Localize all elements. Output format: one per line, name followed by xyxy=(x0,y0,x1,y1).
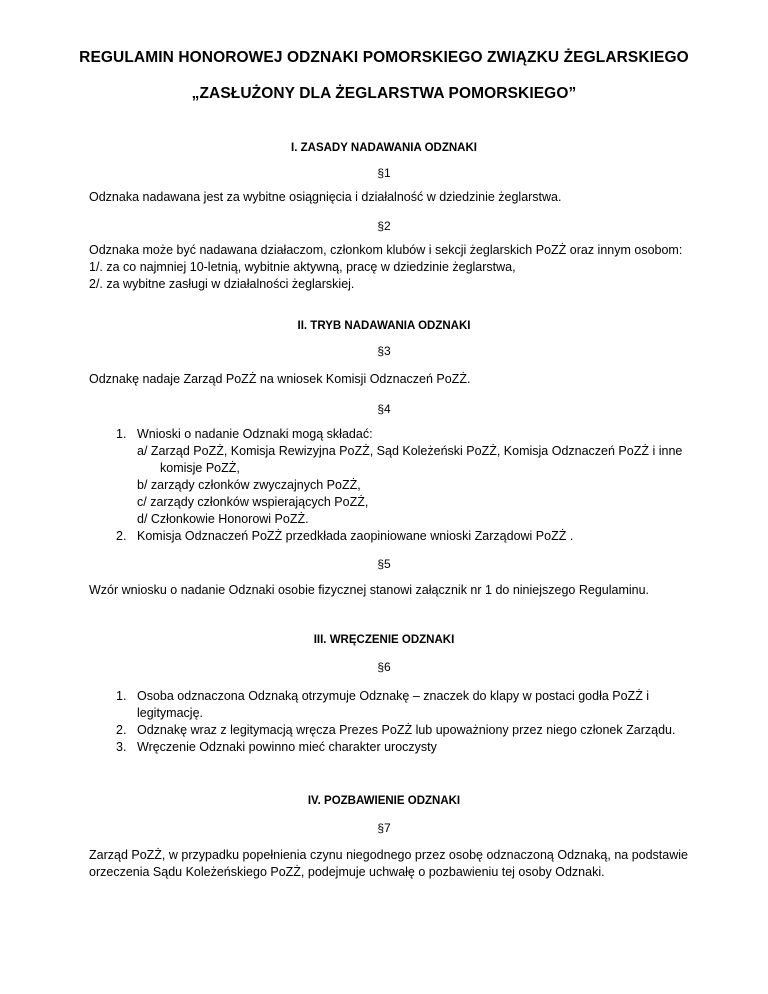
paragraph-1-text: Odznaka nadawana jest za wybitne osiągnięcia i działalność w dziedzinie żeglarstwa. xyxy=(89,190,562,204)
sub-item-a: a/ Zarząd PoZŻ, Komisja Rewizyjna PoZŻ, Sąd Koleżeński PoZŻ, Komisja Odznaczeń PoZŻ i inne xyxy=(137,444,683,458)
list-item-text-continued: legitymację. xyxy=(137,706,203,720)
paragraph-7-line-1: Zarząd PoZŻ, w przypadku popełnienia czynu niegodnego przez osobę odznaczoną Odznaką, na podstawie xyxy=(89,848,688,862)
paragraph-2-line-2: 1/. za co najmniej 10-letnią, wybitnie aktywną, pracę w dziedzinie żeglarstwa, xyxy=(89,260,516,274)
list-item-text: Komisja Odznaczeń PoZŻ przedkłada zaopiniowane wnioski Zarządowi PoZŻ . xyxy=(137,529,574,543)
paragraph-mark-5: §5 xyxy=(377,557,391,571)
section-heading-4: IV. POZBAWIENIE ODZNAKI xyxy=(307,795,461,807)
list-item-number: 3. xyxy=(116,740,127,754)
section-heading-1: I. ZASADY NADAWANIA ODZNAKI xyxy=(291,142,477,154)
paragraph-mark-3: §3 xyxy=(377,344,391,358)
section-heading-2: II. TRYB NADAWANIA ODZNAKI xyxy=(297,320,471,332)
sub-item-a-continued: komisje PoZŻ, xyxy=(160,461,240,475)
list-item-text: Odznakę wraz z legitymacją wręcza Prezes PoZŻ lub upoważniony przez niego członek Zarządu. xyxy=(137,723,676,737)
sub-item-d: d/ Członkowie Honorowi PoZŻ. xyxy=(137,512,309,526)
document-title-line2: „ZASŁUŻONY DLA ŻEGLARSTWA POMORSKIEGO” xyxy=(191,85,577,102)
paragraph-mark-4: §4 xyxy=(377,402,391,416)
paragraph-5-text: Wzór wniosku o nadanie Odznaki osobie fizycznej stanowi załącznik nr 1 do niniejszego Regulaminu. xyxy=(89,583,650,597)
paragraph-mark-1: §1 xyxy=(377,166,391,180)
sub-item-b: b/ zarządy członków zwyczajnych PoZŻ, xyxy=(137,478,361,492)
list-item-number: 1. xyxy=(116,689,127,703)
list-item-text: Wręczenie Odznaki powinno mieć charakter uroczysty xyxy=(137,740,437,754)
list-item-text: Wnioski o nadanie Odznaki mogą składać: xyxy=(137,427,373,441)
document-title-line1: REGULAMIN HONOROWEJ ODZNAKI POMORSKIEGO ZWIĄZKU ŻEGLARSKIEGO xyxy=(79,49,689,66)
section-heading-3: III. WRĘCZENIE ODZNAKI xyxy=(313,634,455,646)
paragraph-mark-2: §2 xyxy=(377,219,391,233)
paragraph-2-line-1: Odznaka może być nadawana działaczom, członkom klubów i sekcji żeglarskich PoZŻ oraz innym osobom: xyxy=(89,243,683,257)
paragraph-7-line-2: orzeczenia Sądu Koleżeńskiego PoZŻ, podejmuje uchwałę o pozbawieniu tej osoby Odznaki. xyxy=(89,865,605,879)
paragraph-mark-7: §7 xyxy=(377,821,391,835)
list-item-number: 2. xyxy=(116,529,127,543)
paragraph-3-text: Odznakę nadaje Zarząd PoZŻ na wniosek Komisji Odznaczeń PoZŻ. xyxy=(89,372,471,386)
paragraph-2-line-3: 2/. za wybitne zasługi w działalności żeglarskiej. xyxy=(89,277,355,291)
list-item-number: 2. xyxy=(116,723,127,737)
list-item-text: Osoba odznaczona Odznaką otrzymuje Odznakę – znaczek do klapy w postaci godła PoZŻ i xyxy=(137,689,650,703)
paragraph-mark-6: §6 xyxy=(377,660,391,674)
sub-item-c: c/ zarządy członków wspierających PoZŻ, xyxy=(137,495,369,509)
list-item-number: 1. xyxy=(116,427,127,441)
